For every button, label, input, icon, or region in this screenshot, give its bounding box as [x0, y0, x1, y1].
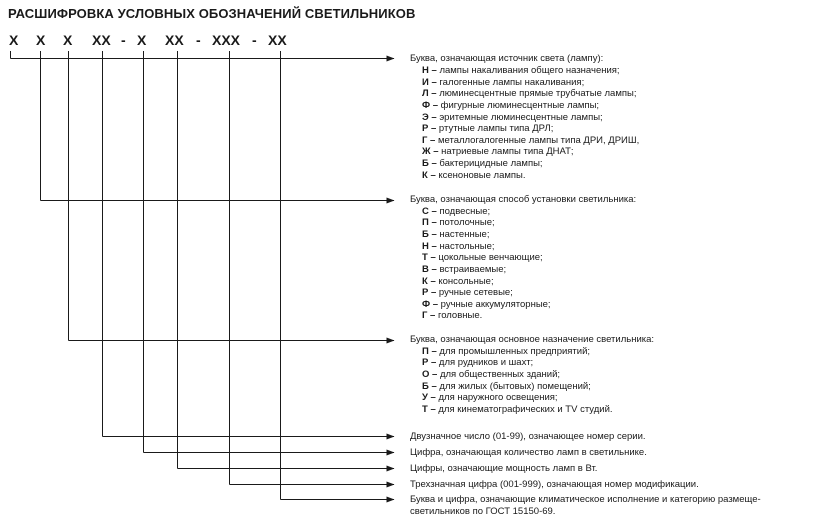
light-source-item: Э – эритемные люминесцентные лампы;: [422, 112, 603, 123]
purpose-item: Т – для кинематографических и TV студий.: [422, 404, 613, 415]
light-source-item: Л – люминесцентные прямые трубчатые лампы;: [422, 88, 637, 99]
purpose-item: Р – для рудников и шахт;: [422, 357, 534, 368]
light-source-heading: Буква, означающая источник света (лампу):: [410, 53, 604, 64]
code-dash: -: [252, 32, 257, 48]
lamp-count-description: Цифра, означающая количество ламп в светильнике.: [410, 447, 647, 458]
code-char-source: X: [9, 32, 19, 48]
purpose-heading: Буква, означающая основное назначение светильника:: [410, 334, 655, 345]
code-char-power: XX: [165, 32, 184, 48]
purpose-item: У – для наружного освещения;: [422, 392, 558, 403]
mounting-item: В – встраиваемые;: [422, 264, 507, 275]
mounting-item: Г – головные.: [422, 310, 483, 321]
code-char-lamp-count: X: [137, 32, 147, 48]
series-description: Двузначное число (01-99), означающее номер серии.: [410, 431, 646, 442]
light-source-item: Г – металлогалогенные лампы типа ДРИ, ДРИШ,: [422, 135, 640, 146]
purpose-item: П – для промышленных предприятий;: [422, 346, 591, 357]
power-description: Цифры, означающие мощность ламп в Вт.: [410, 463, 598, 474]
light-source-item: Ж – натриевые лампы типа ДНАТ;: [422, 146, 574, 157]
light-source-item: Б – бактерицидные лампы;: [422, 158, 543, 169]
mounting-item: К – консольные;: [422, 276, 494, 287]
code-char-series: XX: [92, 32, 111, 48]
mounting-item: Н – настольные;: [422, 241, 495, 252]
mounting-item: Т – цокольные венчающие;: [422, 252, 543, 263]
mounting-item: П – потолочные;: [422, 217, 495, 228]
purpose-item: О – для общественных зданий;: [422, 369, 561, 380]
diagram-title: РАСШИФРОВКА УСЛОВНЫХ ОБОЗНАЧЕНИЙ СВЕТИЛЬНИКОВ: [8, 6, 416, 21]
light-source-item: К – ксеноновые лампы.: [422, 170, 526, 181]
mounting-item: Б – настенные;: [422, 229, 490, 240]
climate-description-cont: светильников по ГОСТ 15150-69.: [410, 506, 556, 517]
code-char-mounting: X: [36, 32, 46, 48]
code-char-climate: XX: [268, 32, 287, 48]
light-source-item: Ф – фигурные люминесцентные лампы;: [422, 100, 600, 111]
climate-description: Буква и цифра, означающие климатическое исполнение и категорию размеще-: [410, 494, 761, 505]
mounting-item: Ф – ручные аккумуляторные;: [422, 299, 551, 310]
light-source-item: Н – лампы накаливания общего назначения;: [422, 65, 620, 76]
mounting-item: Р – ручные сетевые;: [422, 287, 513, 298]
mounting-heading: Буква, означающая способ установки светильника:: [410, 194, 637, 205]
code-char-purpose: X: [63, 32, 73, 48]
code-char-modification: XXX: [212, 32, 241, 48]
code-dash: -: [196, 32, 201, 48]
purpose-item: Б – для жилых (бытовых) помещений;: [422, 381, 591, 392]
modification-description: Трехзначная цифра (001-999), означающая номер модификации.: [410, 479, 699, 490]
code-dash: -: [121, 32, 126, 48]
light-source-item: Р – ртутные лампы типа ДРЛ;: [422, 123, 554, 134]
light-source-item: И – галогенные лампы накаливания;: [422, 77, 585, 88]
mounting-item: С – подвесные;: [422, 206, 491, 217]
